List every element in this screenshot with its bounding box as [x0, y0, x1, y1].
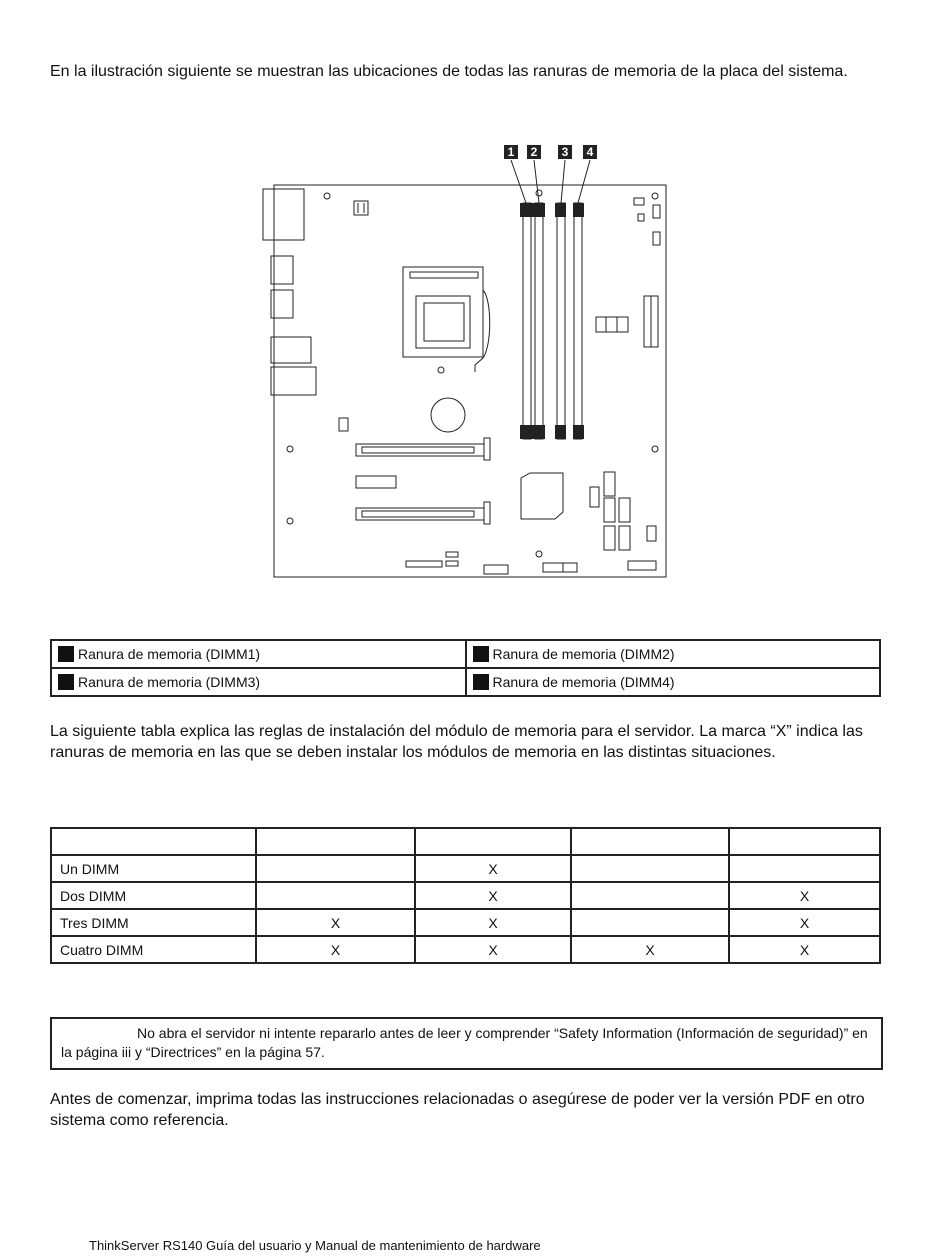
legend-cell — [466, 668, 881, 696]
table-row — [51, 855, 880, 882]
battery — [431, 398, 465, 432]
legend-cell — [51, 668, 466, 696]
legend-cell — [466, 640, 881, 668]
table-row — [51, 882, 880, 909]
callout-4: 4 — [586, 145, 594, 159]
callout-key-icon — [473, 646, 489, 662]
table-cell — [571, 855, 729, 882]
legend-label: Ranura de memoria (DIMM2) — [492, 646, 675, 662]
rules-paragraph: La siguiente tabla explica las reglas de instalación del módulo de memoria para el servidor. La marca “X” indica las ranuras de memoria en las que se deben instalar los módulos de memoria en las distintas situaciones. — [50, 723, 863, 761]
cpu-socket — [403, 267, 483, 357]
callout-2: 2 — [530, 145, 538, 159]
page-footer: ThinkServer RS140 Guía del usuario y Manual de mantenimiento de hardware — [89, 1238, 541, 1253]
legend-cell — [51, 640, 466, 668]
dimm1-slot — [523, 203, 531, 439]
legend-label: Ranura de memoria (DIMM4) — [492, 674, 675, 690]
table-cell: X — [415, 882, 571, 909]
table-header-cell — [256, 828, 415, 855]
callout-3: 3 — [561, 145, 569, 159]
table-cell — [256, 855, 415, 882]
dimm3-slot — [557, 203, 565, 439]
table-row — [51, 909, 880, 936]
table-cell: X — [415, 936, 571, 963]
callout-key-icon — [58, 674, 74, 690]
table-cell: Cuatro DIMM — [51, 936, 256, 963]
table-cell: X — [415, 855, 571, 882]
table-cell — [571, 882, 729, 909]
dimm4-slot — [574, 203, 582, 439]
table-cell: X — [571, 936, 729, 963]
legend-row — [51, 668, 880, 696]
table-cell: Dos DIMM — [51, 882, 256, 909]
table-header-cell — [729, 828, 880, 855]
legend-label: Ranura de memoria (DIMM1) — [78, 646, 261, 662]
table-cell: X — [729, 936, 880, 963]
callout-key-icon — [473, 674, 489, 690]
legend-row — [51, 640, 880, 668]
table-cell: X — [256, 909, 415, 936]
table-cell: X — [729, 909, 880, 936]
table-cell: X — [256, 936, 415, 963]
table-cell — [256, 882, 415, 909]
table-cell: Un DIMM — [51, 855, 256, 882]
table-header-cell — [415, 828, 571, 855]
attention-notice — [50, 1017, 883, 1070]
table-cell: X — [729, 882, 880, 909]
table-header-cell — [571, 828, 729, 855]
intro-paragraph: En la ilustración siguiente se muestran las ubicaciones de todas las ranuras de memoria de la placa del sistema. — [50, 63, 848, 80]
before-paragraph: Antes de comenzar, imprima todas las instrucciones relacionadas o asegúrese de poder ver la versión PDF en otro sistema como referencia. — [50, 1091, 865, 1129]
system-board-illustration — [240, 138, 680, 588]
table-cell — [571, 909, 729, 936]
table-header-cell — [51, 828, 256, 855]
callout-1: 1 — [507, 145, 515, 159]
legend-table — [50, 639, 881, 697]
legend-label: Ranura de memoria (DIMM3) — [78, 674, 261, 690]
table-cell — [729, 855, 880, 882]
table-header-row — [51, 828, 880, 855]
table-cell: Tres DIMM — [51, 909, 256, 936]
table-row — [51, 936, 880, 963]
callout-key-icon — [58, 646, 74, 662]
installation-rules-table — [50, 827, 881, 964]
notice-text: No abra el servidor ni intente repararlo antes de leer y comprender “Safety Information (Información de seguridad)” en la página iii y “Directrices” en la página 57. — [61, 1025, 868, 1060]
table-cell: X — [415, 909, 571, 936]
dimm2-slot — [535, 203, 543, 439]
board-outline — [274, 185, 666, 577]
